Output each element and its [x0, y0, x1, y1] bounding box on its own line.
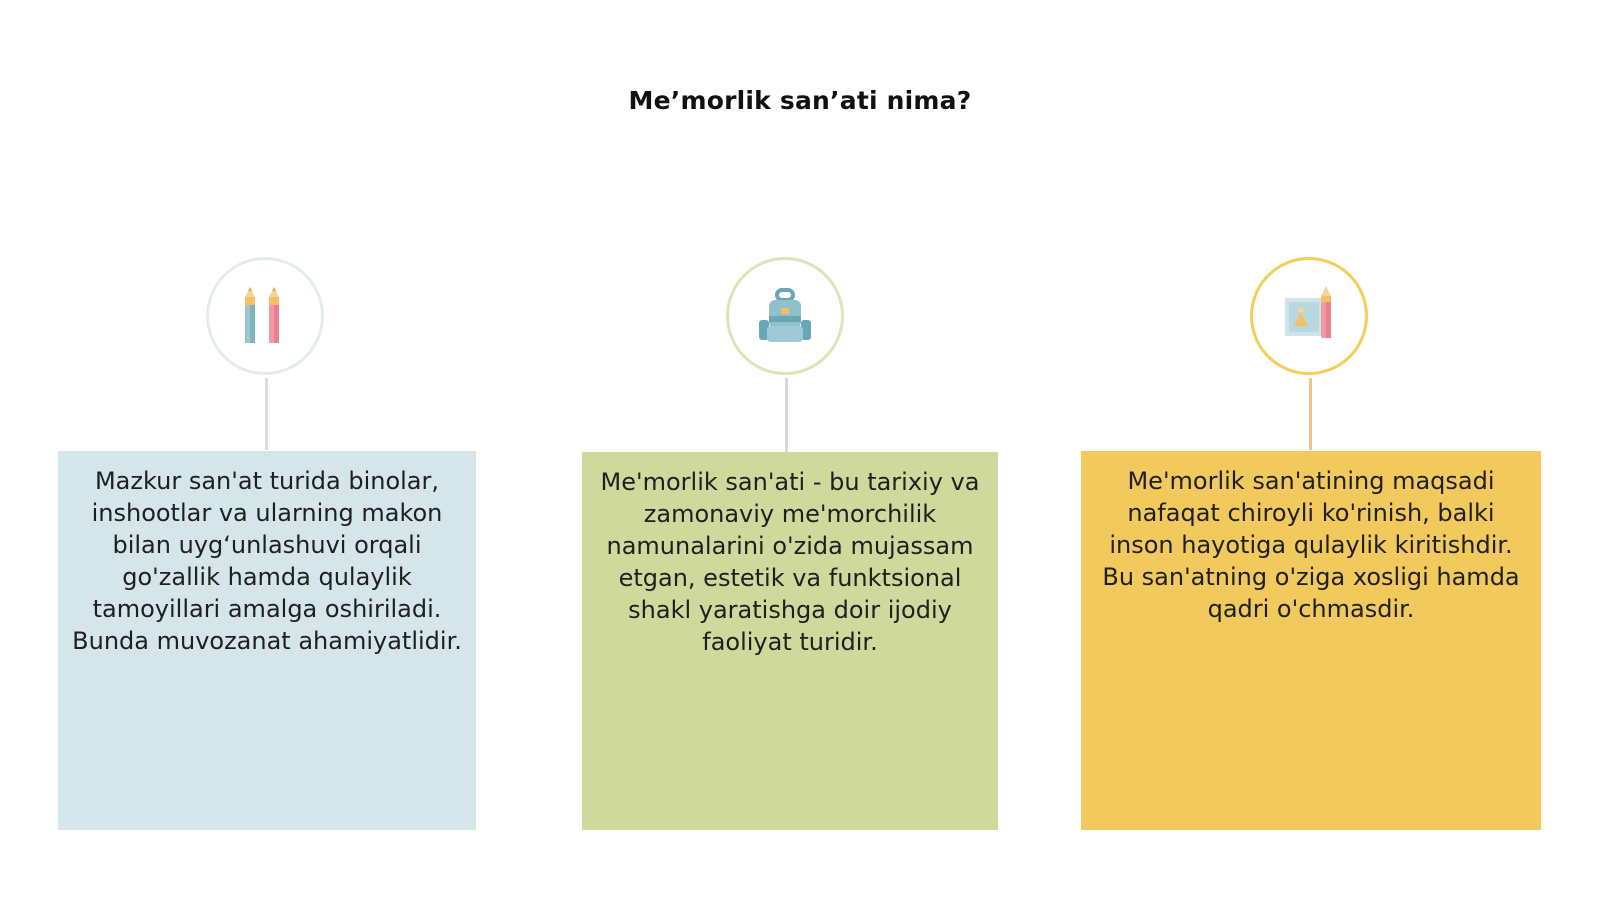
connector-line-1	[265, 378, 268, 450]
drawing-pencil-icon	[1279, 286, 1339, 346]
backpack-icon	[755, 286, 815, 346]
info-card-2-text: Me'morlik san'ati - bu tarixiy va zamonaviy me'morchilik namunalarini o'zida mujassam etgan, estetik va funktsional shakl yaratishga doir ijodiy faoliyat turidir.	[600, 468, 980, 656]
info-card-1-text: Mazkur san'at turida binolar, inshootlar va ularning makon bilan uyg‘unlashuvi orqali go'zallik hamda qulaylik tamoyillari amalga oshiriladi. Bunda muvozanat ahamiyatlidir.	[72, 467, 462, 655]
icon-circle-2	[726, 257, 844, 375]
pencils-icon	[239, 285, 291, 347]
info-card-1	[58, 451, 476, 830]
connector-line-3	[1309, 378, 1312, 450]
info-card-3-text: Me'morlik san'atining maqsadi nafaqat chiroyli ko'rinish, balki inson hayotiga qulaylik kiritishdir. Bu san'atning o'ziga xosligi hamda qadri o'chmasdir.	[1102, 467, 1520, 623]
connector-line-2	[785, 378, 788, 452]
icon-circle-1	[206, 257, 324, 375]
info-card-3	[1081, 451, 1541, 830]
slide-title: Me’morlik san’ati nima?	[628, 86, 972, 115]
icon-circle-3	[1250, 257, 1368, 375]
info-card-2	[582, 452, 998, 830]
